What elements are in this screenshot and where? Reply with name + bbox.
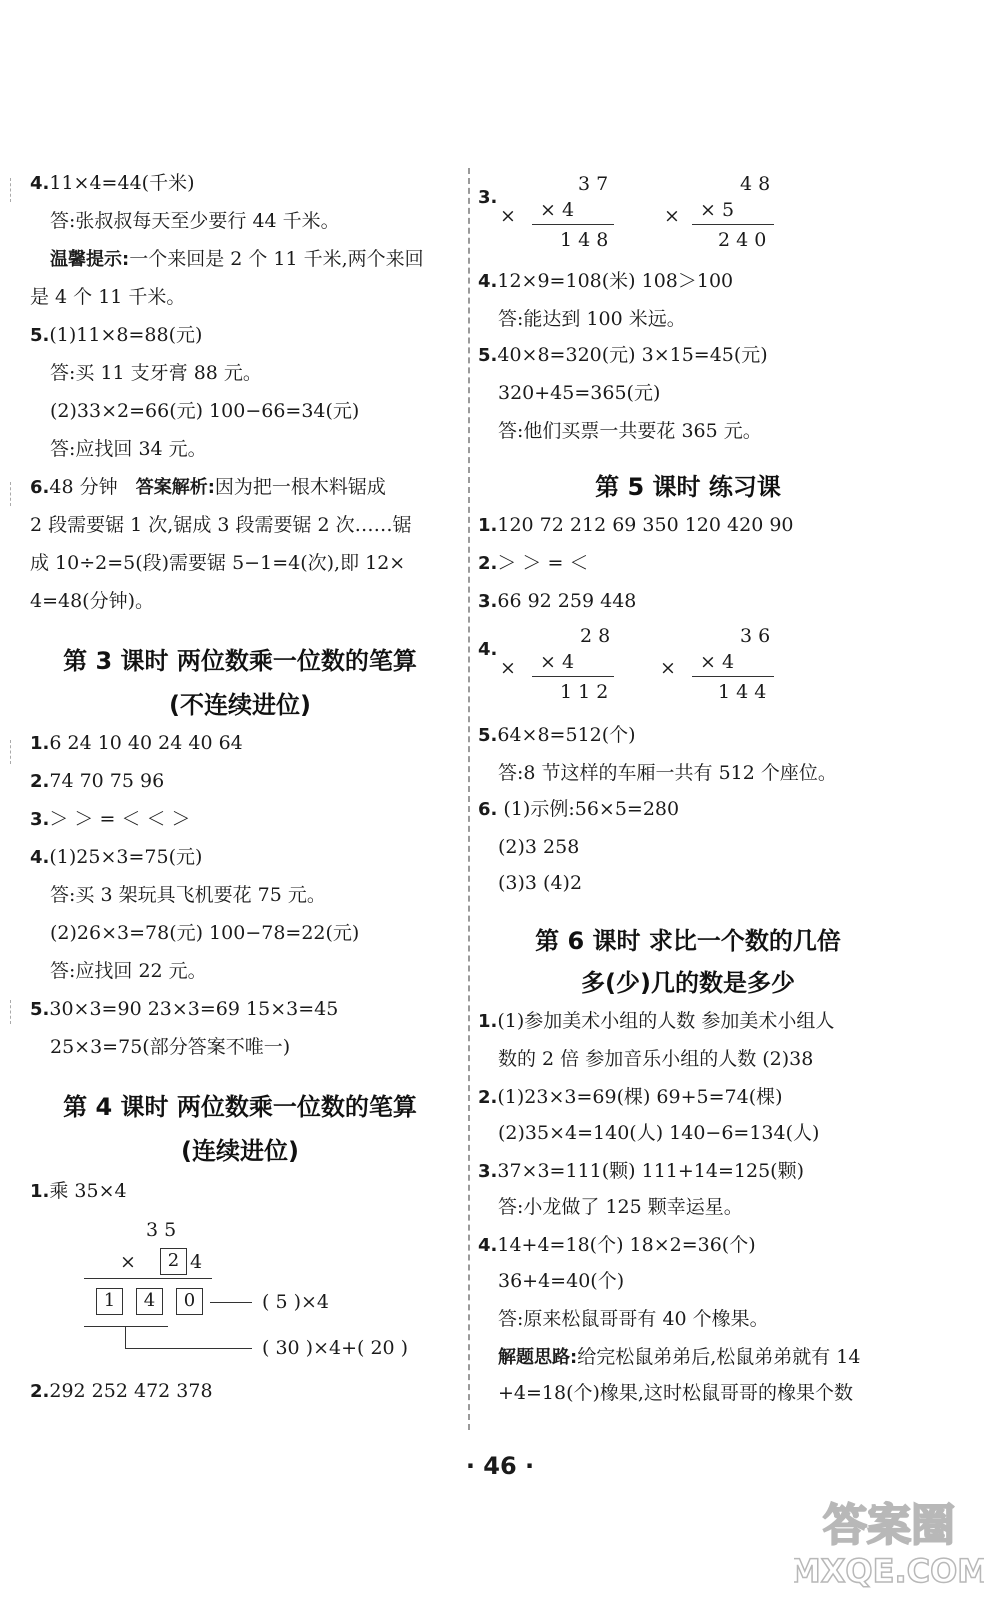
vm-box-tens-result: 4	[136, 1288, 163, 1315]
s5-q4-num: 4.	[478, 639, 498, 660]
right-q3a-rule	[532, 224, 614, 225]
s4-q1: 1.乘 35×4	[30, 1180, 127, 1202]
margin-mark	[10, 1000, 11, 1024]
right-q4-answer: 答:能达到 100 米远。	[498, 308, 686, 330]
margin-mark	[10, 482, 11, 506]
column-divider	[468, 168, 470, 1430]
s5-q2: 2.＞ ＞ = ＜	[478, 552, 589, 574]
left-q5-answer1: 答:买 11 支牙膏 88 元。	[50, 362, 262, 384]
left-q6-l4: 4=48(分钟)。	[30, 590, 155, 612]
right-q3-times: ×	[500, 205, 516, 227]
s5-q4-times: ×	[500, 657, 516, 679]
s6-q2: 2.(1)23×3=69(棵) 69+5=74(棵)	[478, 1086, 783, 1108]
vm-box-ones: 0	[176, 1288, 203, 1315]
s3-q3: 3.＞ ＞ = ＜ ＜ ＞	[30, 808, 191, 830]
s5-q4a-top: 2 8	[580, 625, 611, 647]
s5-q4b-result: 1 4 4	[718, 681, 767, 703]
s6-q2-line2: (2)35×4=140(人) 140−6=134(人)	[498, 1122, 820, 1144]
right-q3b-top: 4 8	[740, 173, 771, 195]
vm-top: 3 5	[146, 1219, 177, 1241]
s6-q3: 3.37×3=111(颗) 111+14=125(颗)	[478, 1160, 804, 1182]
lesson4-heading: 第 4 课时 两位数乘一位数的笔算	[63, 1093, 417, 1121]
left-q6: 6.48 分钟 答案解析:因为把一根木料锯成	[30, 476, 386, 498]
left-tip-cont: 是 4 个 11 千米。	[30, 286, 186, 308]
watermark-logo	[794, 1482, 984, 1592]
left-q4: 4.11×4=44(千米)	[30, 172, 195, 194]
s5-q4a-mid: × 4	[540, 651, 575, 673]
vm-note-1: ( 5 )×4	[262, 1291, 330, 1313]
right-q5-line2: 320+45=365(元)	[498, 382, 661, 404]
right-q4: 4.12×9=108(米) 108＞100	[478, 270, 734, 292]
right-q5-answer: 答:他们买票一共要花 365 元。	[498, 420, 762, 442]
left-q4-answer: 答:张叔叔每天至少要行 44 千米。	[50, 210, 340, 232]
left-tip: 温馨提示:一个来回是 2 个 11 千米,两个来回	[50, 248, 424, 270]
vm-connector-stem	[125, 1326, 126, 1348]
s5-q4b-mid: × 4	[700, 651, 735, 673]
s5-q4a-rule	[532, 676, 614, 677]
vm-note-2: ( 30 )×4+( 20 )	[262, 1337, 409, 1359]
left-q5-answer2: 答:应找回 34 元。	[50, 438, 207, 460]
lesson3-heading: 第 3 课时 两位数乘一位数的笔算	[63, 647, 417, 675]
right-q3a-mid: × 4	[540, 199, 575, 221]
vm-rule-2	[84, 1326, 168, 1327]
lesson6-heading: 第 6 课时 求比一个数的几倍	[535, 927, 841, 955]
s3-q4: 4.(1)25×3=75(元)	[30, 846, 203, 868]
vm-connector-1	[210, 1302, 252, 1303]
lesson4-subheading: (连续进位)	[181, 1137, 299, 1165]
s5-q5-answer: 答:8 节这样的车厢一共有 512 个座位。	[498, 762, 837, 784]
s5-q6-line2: (2)3 258	[498, 836, 580, 858]
s3-q4-answer2: 答:应找回 22 元。	[50, 960, 207, 982]
s5-q4b-times: ×	[660, 657, 676, 679]
s3-q2: 2.74 70 75 96	[30, 770, 165, 792]
lesson6-subheading: 多(少)几的数是多少	[581, 969, 795, 997]
left-q6-l2: 2 段需要锯 1 次,锯成 3 段需要锯 2 次……锯	[30, 514, 412, 536]
s6-tip-cont: +4=18(个)橡果,这时松鼠哥哥的橡果个数	[498, 1382, 853, 1404]
s6-tip: 解题思路:给完松鼠弟弟后,松鼠弟弟就有 14	[498, 1346, 861, 1368]
vm-multiplier: 4	[190, 1251, 203, 1273]
svg-text:答案圈: 答案圈	[823, 1500, 955, 1551]
s6-q1: 1.(1)参加美术小组的人数 参加美术小组人	[478, 1010, 835, 1032]
margin-mark	[10, 178, 11, 202]
s3-q1: 1.6 24 10 40 24 40 64	[30, 732, 243, 754]
s6-q4-line2: 36+4=40(个)	[498, 1270, 625, 1292]
margin-mark	[10, 740, 11, 764]
right-q3b-result: 2 4 0	[718, 229, 767, 251]
s6-q4-answer: 答:原来松鼠哥哥有 40 个橡果。	[498, 1308, 769, 1330]
right-q5: 5.40×8=320(元) 3×15=45(元)	[478, 344, 768, 366]
right-q3b-rule	[692, 224, 774, 225]
s5-q4b-rule	[692, 676, 774, 677]
right-q3a-top: 3 7	[578, 173, 609, 195]
s6-q1-line2: 数的 2 倍 参加音乐小组的人数 (2)38	[498, 1048, 814, 1070]
vm-rule	[84, 1278, 212, 1279]
s5-q6-line3: (3)3 (4)2	[498, 872, 583, 894]
left-q6-l3: 成 10÷2=5(段)需要锯 5−1=4(次),即 12×	[30, 552, 406, 574]
s6-q4: 4.14+4=18(个) 18×2=36(个)	[478, 1234, 756, 1256]
s3-q5-line2: 25×3=75(部分答案不唯一)	[50, 1036, 291, 1058]
s5-q4b-top: 3 6	[740, 625, 771, 647]
svg-text:MXQE.COM: MXQE.COM	[794, 1552, 984, 1590]
s5-q4a-result: 1 1 2	[560, 681, 609, 703]
lesson3-subheading: (不连续进位)	[169, 691, 311, 719]
s4-q2: 2.292 252 472 378	[30, 1380, 213, 1402]
vm-connector-2	[125, 1348, 252, 1349]
right-q3b-mid: × 5	[700, 199, 735, 221]
left-q5: 5.(1)11×8=88(元)	[30, 324, 203, 346]
right-q3b-times: ×	[664, 205, 680, 227]
left-q5-line2: (2)33×2=66(元) 100−66=34(元)	[50, 400, 360, 422]
s3-q5: 5.30×3=90 23×3=69 15×3=45	[30, 998, 339, 1020]
s3-q4-line2: (2)26×3=78(元) 100−78=22(元)	[50, 922, 360, 944]
right-q3-num: 3.	[478, 187, 498, 208]
s3-q4-answer1: 答:买 3 架玩具飞机要花 75 元。	[50, 884, 326, 906]
right-q3a-result: 1 4 8	[560, 229, 609, 251]
s5-q1: 1.120 72 212 69 350 120 420 90	[478, 514, 794, 536]
s5-q6: 6. (1)示例:56×5=280	[478, 798, 680, 820]
s5-q5: 5.64×8=512(个)	[478, 724, 636, 746]
s6-q3-answer: 答:小龙做了 125 颗幸运星。	[498, 1196, 743, 1218]
lesson5-heading: 第 5 课时 练习课	[595, 473, 781, 501]
s5-q3: 3.66 92 259 448	[478, 590, 637, 612]
page-number: · 46 ·	[465, 1452, 535, 1480]
vm-box-tens: 2	[160, 1248, 187, 1275]
vm-times: ×	[120, 1251, 136, 1273]
vm-box-hundreds: 1	[96, 1288, 123, 1315]
